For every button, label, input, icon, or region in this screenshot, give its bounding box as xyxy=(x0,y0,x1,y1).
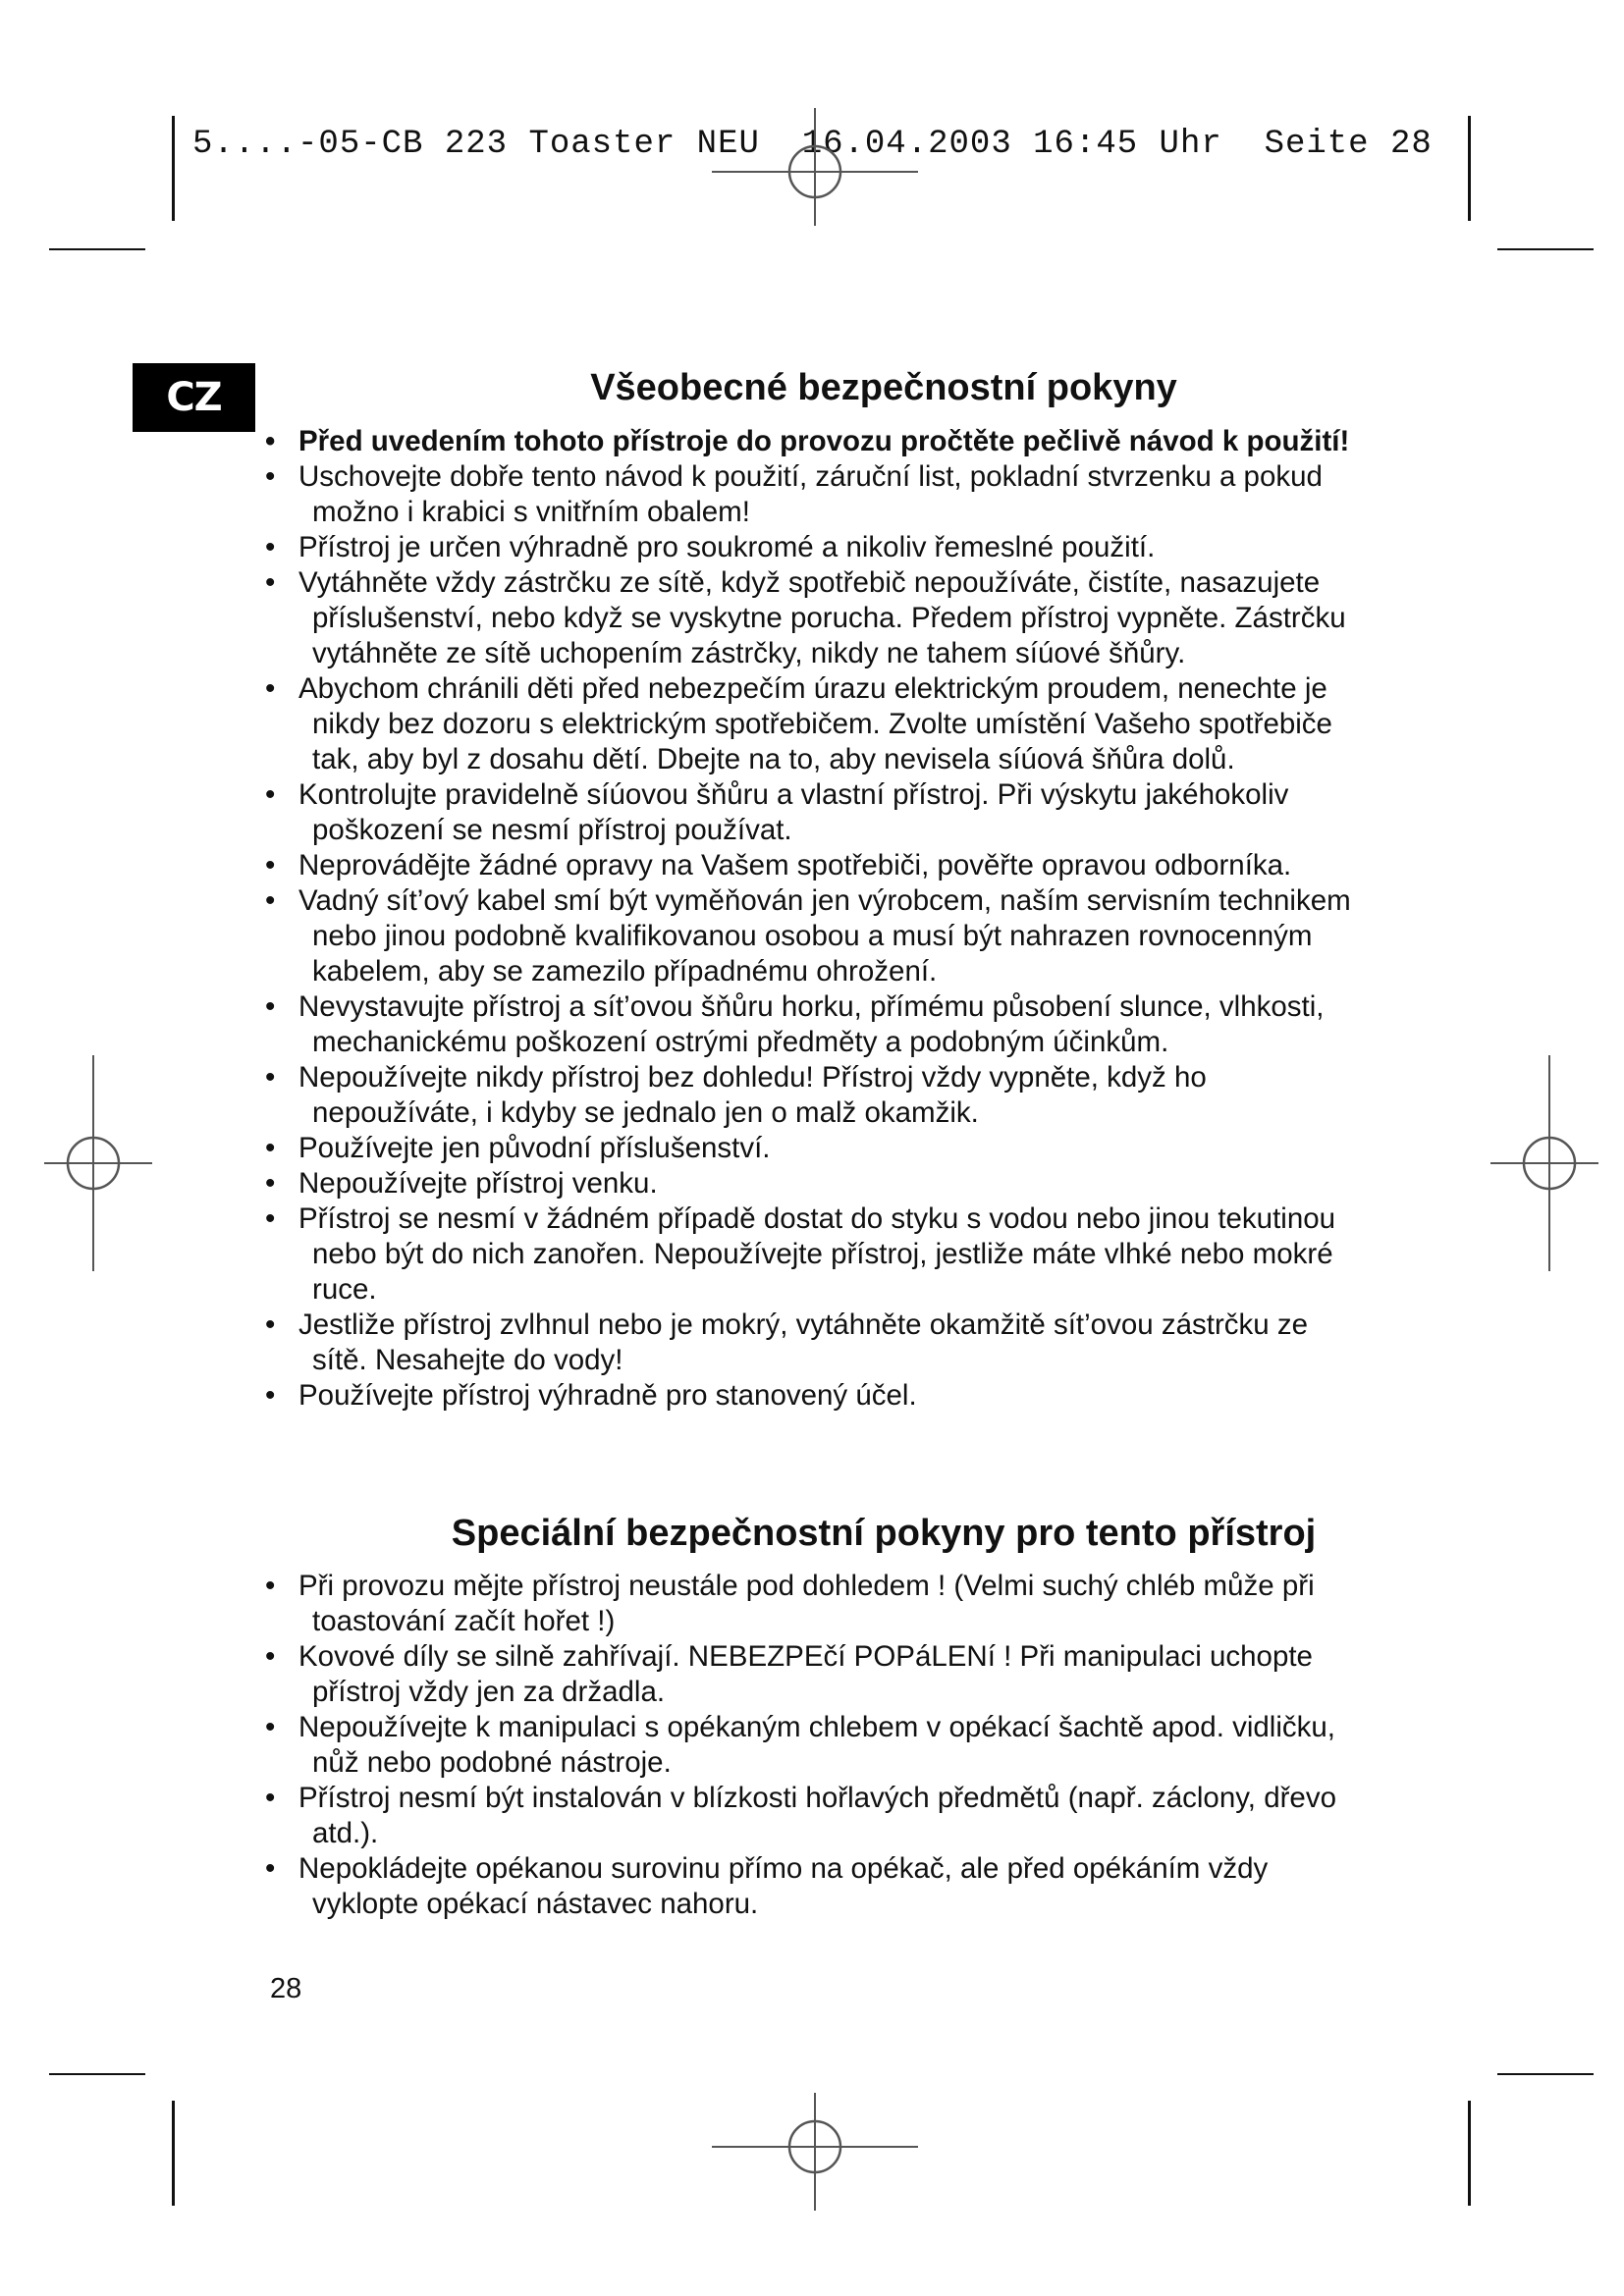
language-tab: CZ xyxy=(133,363,255,432)
list-item: • Vytáhněte vždy zástrčku ze sítě, když spotřebič nepoužíváte, čistíte, nasazujete příslušenství, nebo když se vyskytne porucha. Předem přístroj vypněte. Zástrčku vytáhněte ze sítě uchopením zástrčky, nikdy ne tahem síúové šňůry. xyxy=(279,565,1355,671)
registration-mark-icon xyxy=(1490,1055,1598,1271)
section-title-general-safety: Všeobecné bezpečnostní pokyny xyxy=(590,367,1177,408)
list-item: • Přístroj je určen výhradně pro soukromé a nikoliv řemeslné použití. xyxy=(279,530,1355,565)
crop-mark xyxy=(49,248,145,250)
crop-mark xyxy=(49,2073,145,2075)
crop-mark xyxy=(1468,2101,1471,2206)
list-item: • Nepokládejte opékanou surovinu přímo na opékač, ale před opékáním vždy vyklopte opékací nástavec nahoru. xyxy=(279,1851,1355,1922)
list-item: • Neprovádějte žádné opravy na Vašem spotřebiči, pověřte opravou odborníka. xyxy=(279,848,1355,883)
list-item: • Abychom chránili děti před nebezpečím úrazu elektrickým proudem, nenechte je nikdy bez dozoru s elektrickým spotřebičem. Zvolte umístění Vašeho spotřebiče tak, aby byl z dosahu dětí. Dbejte na to, aby nevisela síúová šňůra dolů. xyxy=(279,671,1355,777)
list-item: • Používejte přístroj výhradně pro stanovený účel. xyxy=(279,1378,1355,1414)
list-item: • Jestliže přístroj zvlhnul nebo je mokrý, vytáhněte okamžitě sít’ovou zástrčku ze sítě. Nesahejte do vody! xyxy=(279,1308,1355,1378)
list-item: • Vadný sít’ový kabel smí být vyměňován jen výrobcem, naším servisním technikem nebo jinou podobně kvalifikovanou osobou a musí být nahrazen rovnocenným kabelem, aby se zamezilo případnému ohrožení. xyxy=(279,883,1355,989)
list-item: • Při provozu mějte přístroj neustále pod dohledem ! (Velmi suchý chléb může při toastování začít hořet !) xyxy=(279,1569,1355,1639)
crop-mark xyxy=(1468,116,1471,221)
list-item: • Nepoužívejte k manipulaci s opékaným chlebem v opékací šachtě apod. vidličku, nůž nebo podobné nástroje. xyxy=(279,1710,1355,1781)
page-number: 28 xyxy=(270,1973,302,2004)
registration-mark-icon xyxy=(44,1055,152,1271)
special-safety-list xyxy=(265,1569,1355,1922)
list-item: • Přístroj nesmí být instalován v blízkosti hořlavých předmětů (např. záclony, dřevo atd.). xyxy=(279,1781,1355,1851)
crop-mark xyxy=(1497,248,1594,250)
crop-mark xyxy=(172,116,175,221)
list-item: • Před uvedením tohoto přístroje do provozu pročtěte pečlivě návod k použití! xyxy=(279,424,1355,459)
registration-mark-icon xyxy=(712,2093,918,2211)
registration-mark-icon xyxy=(712,108,918,226)
list-item: • Kovové díly se silně zahřívají. NEBEZPEčí POPáLENí ! Při manipulaci uchopte přístroj vždy jen za držadla. xyxy=(279,1639,1355,1710)
list-item: • Nepoužívejte nikdy přístroj bez dohledu! Přístroj vždy vypněte, když ho nepoužíváte, i kdyby se jednalo jen o malž okamžik. xyxy=(279,1060,1355,1131)
crop-mark xyxy=(172,2101,175,2206)
list-item: • Nevystavujte přístroj a sít’ovou šňůru horku, přímému působení slunce, vlhkosti, mechanickému poškození ostrými předměty a podobným účinkům. xyxy=(279,989,1355,1060)
list-item: • Nepoužívejte přístroj venku. xyxy=(279,1166,1355,1201)
list-item: • Používejte jen původní příslušenství. xyxy=(279,1131,1355,1166)
list-item: • Kontrolujte pravidelně síúovou šňůru a vlastní přístroj. Při výskytu jakéhokoliv poškození se nesmí přístroj používat. xyxy=(279,777,1355,848)
list-item: • Přístroj se nesmí v žádném případě dostat do styku s vodou nebo jinou tekutinou nebo být do nich zanořen. Nepoužívejte přístroj, jestliže máte vlhké nebo mokré ruce. xyxy=(279,1201,1355,1308)
list-item: • Uschovejte dobře tento návod k použití, záruční list, pokladní stvrzenku a pokud možno i krabici s vnitřním obalem! xyxy=(279,459,1355,530)
section-title-special-safety: Speciální bezpečnostní pokyny pro tento přístroj xyxy=(451,1513,1317,1554)
print-slug: 5....-05-CB 223 Toaster NEU 16.04.2003 16:45 Uhr Seite 28 xyxy=(192,126,1433,163)
general-safety-list xyxy=(265,424,1355,1414)
crop-mark xyxy=(1497,2073,1594,2075)
